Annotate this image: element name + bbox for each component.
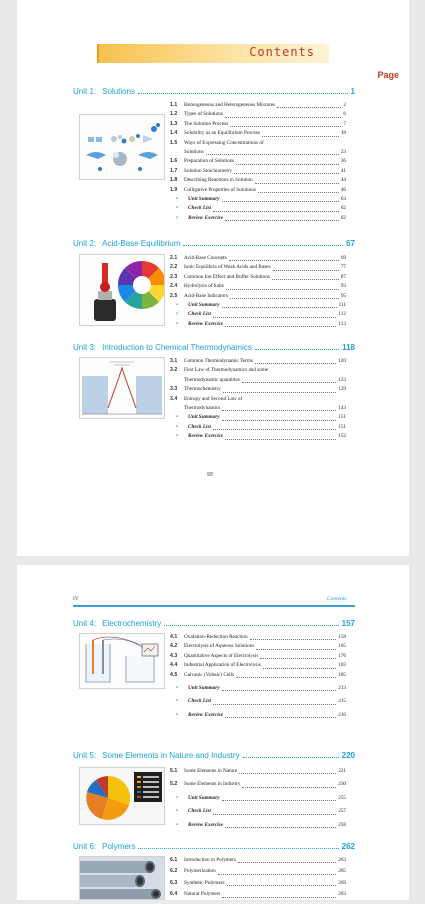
- toc-entry-continued[interactable]: Thermodynamic quantities 123: [184, 376, 346, 383]
- unit-1-entries: [170, 101, 346, 223]
- toc-entry[interactable]: 1.5 Ways of Expressing Concentrations of: [170, 139, 264, 146]
- leader-dots: [255, 349, 339, 350]
- toc-entry[interactable]: 3.4 Entropy and Second Law of: [170, 395, 243, 402]
- leader-dots: [138, 93, 348, 94]
- toc-checklist-entry[interactable]: • Check List 112: [176, 311, 346, 318]
- unit-title: Introduction to Chemical Thermodynamics: [102, 343, 252, 352]
- unit-heading[interactable]: [73, 236, 355, 248]
- contents-page-two: [17, 565, 409, 900]
- unit-page: 67: [346, 239, 355, 248]
- toc-entry-continued[interactable]: Solutions 23: [184, 149, 346, 156]
- unit-2-entries: [170, 254, 346, 329]
- toc-entry[interactable]: 1.7 Solution Stoichiometry 41: [170, 167, 346, 174]
- elements-pie-chart-image: [79, 767, 165, 825]
- toc-entry[interactable]: 1.2 Types of Solutions 6: [170, 111, 346, 118]
- contents-title: Contents: [249, 45, 315, 59]
- unit-page: 118: [342, 343, 355, 352]
- unit-heading[interactable]: [73, 839, 355, 851]
- toc-entry[interactable]: 6.1 Introduction to Polymers 263: [170, 857, 346, 863]
- header-rule: [73, 605, 355, 607]
- toc-entry[interactable]: 6.4 Natural Polymers 283: [170, 891, 346, 898]
- toc-entry[interactable]: 2.1 Acid-Base Concepts 69: [170, 255, 346, 261]
- toc-entry[interactable]: 4.1 Oxidation-Reduction Reaction 158: [170, 634, 346, 640]
- toc-review-entry[interactable]: • Review Exercise 62: [176, 214, 346, 221]
- toc-entry[interactable]: 1.1 Homogeneous and Heterogeneous Mixtures 2: [170, 102, 346, 108]
- toc-review-entry[interactable]: • Review Exercise 258: [176, 821, 346, 828]
- toc-entry[interactable]: 1.8 Describing Reactions in Solution 44: [170, 177, 346, 184]
- toc-entry[interactable]: 4.5 Galvanic (Voltaic) Cells 185: [170, 671, 346, 678]
- toc-entry[interactable]: 3.1 Common Thermodynamic Terms 120: [170, 358, 346, 364]
- toc-review-entry[interactable]: • Review Exercise 113: [176, 320, 346, 327]
- toc-review-entry[interactable]: • Review Exercise 216: [176, 711, 346, 718]
- unit-page: 157: [341, 619, 355, 628]
- contents-page-one: [17, 0, 409, 556]
- toc-entry[interactable]: 4.2 Electrolysis of Aqueous Solutions 165: [170, 643, 346, 650]
- unit-title: Some Elements in Nature and Industry: [102, 751, 240, 760]
- toc-entry[interactable]: 6.2 Polymerization 265: [170, 868, 346, 875]
- unit-6-entries: [170, 856, 346, 900]
- unit-heading[interactable]: [73, 616, 355, 628]
- toc-entry[interactable]: 2.4 Hydrolysis of Salts 93: [170, 283, 346, 290]
- toc-entry[interactable]: 1.3 The Solution Process 7: [170, 120, 346, 127]
- page-column-label: Page: [377, 70, 399, 80]
- electrolysis-apparatus-image: [79, 633, 165, 689]
- leader-dots: [183, 245, 343, 246]
- unit-page: 1: [350, 87, 355, 96]
- toc-entry[interactable]: 1.9 Colligative Properties of Solutions 46: [170, 186, 346, 193]
- leader-dots: [243, 757, 339, 758]
- page-number: III: [207, 472, 213, 478]
- toc-checklist-entry[interactable]: • Check List 62: [176, 205, 346, 212]
- unit-number: Unit 5:: [73, 751, 97, 760]
- pvc-pipes-image: [79, 856, 165, 900]
- unit-number: Unit 4:: [73, 619, 97, 628]
- running-header: Contents: [327, 596, 347, 602]
- toc-entry[interactable]: 2.5 Acid-Base Indicators 95: [170, 292, 346, 299]
- toc-entry[interactable]: 3.3 Thermochemistry 129: [170, 386, 346, 393]
- toc-entry[interactable]: 2.2 Ionic Equilibria of Weak Acids and Bases 77: [170, 264, 346, 271]
- toc-entry[interactable]: 1.6 Preparation of Solutions 36: [170, 158, 346, 165]
- unit-5-entries: [170, 767, 346, 830]
- toc-entry[interactable]: 5.1 Some Elements in Nature 221: [170, 768, 346, 774]
- unit-number: Unit 2:: [73, 239, 97, 248]
- unit-heading[interactable]: [73, 84, 355, 96]
- unit-number: Unit 6:: [73, 842, 97, 851]
- toc-summary-entry[interactable]: • Unit Summary 213: [176, 685, 346, 692]
- contents-banner: [97, 44, 329, 63]
- toc-entry[interactable]: 4.3 Quantitative Aspects of Electrolysis 176: [170, 652, 346, 659]
- leader-dots: [138, 848, 338, 849]
- ph-indicator-image: [79, 254, 165, 326]
- toc-checklist-entry[interactable]: • Check List 257: [176, 808, 346, 815]
- leader-dots: [164, 625, 338, 626]
- unit-page: 262: [341, 842, 355, 851]
- unit-3-entries: [170, 357, 346, 442]
- toc-summary-entry[interactable]: • Unit Summary 63: [176, 196, 346, 203]
- toc-summary-entry[interactable]: • Unit Summary 151: [176, 414, 346, 421]
- toc-checklist-entry[interactable]: • Check List 215: [176, 698, 346, 705]
- unit-number: Unit 3:: [73, 343, 97, 352]
- toc-entry[interactable]: 6.3 Synthetic Polymers 269: [170, 879, 346, 886]
- unit-page: 220: [341, 751, 355, 760]
- unit-title: Solutions: [102, 87, 136, 96]
- toc-entry[interactable]: 1.4 Solubility as an Equilibrium Process 18: [170, 130, 346, 137]
- unit-heading[interactable]: [73, 748, 355, 760]
- unit-4-entries: [170, 633, 346, 720]
- page-number: IV: [73, 596, 79, 602]
- toc-entry[interactable]: 5.2 Some Elements in Industry 230: [170, 781, 346, 788]
- toc-checklist-entry[interactable]: • Check List 151: [176, 423, 346, 430]
- unit-heading[interactable]: [73, 340, 355, 352]
- unit-title: Electrochemistry: [102, 619, 162, 628]
- toc-summary-entry[interactable]: • Unit Summary 255: [176, 794, 346, 801]
- toc-entry[interactable]: 2.3 Common Ion Effect and Buffer Solutions 87: [170, 273, 346, 280]
- unit-title: Polymers: [102, 842, 136, 851]
- energy-diagram-image: [79, 357, 165, 419]
- solution-particles-image: [79, 114, 165, 180]
- toc-entry[interactable]: 3.2 First Law of Thermodynamics and some: [170, 367, 269, 374]
- unit-title: Acid-Base Equilibrium: [102, 239, 181, 248]
- unit-number: Unit 1:: [73, 87, 97, 96]
- toc-summary-entry[interactable]: • Unit Summary 111: [176, 302, 346, 309]
- toc-review-entry[interactable]: • Review Exercise 152: [176, 433, 346, 440]
- toc-entry[interactable]: 4.4 Industrial Application of Electrolysis 183: [170, 662, 346, 669]
- toc-entry-continued[interactable]: Thermodynamics 143: [184, 405, 346, 412]
